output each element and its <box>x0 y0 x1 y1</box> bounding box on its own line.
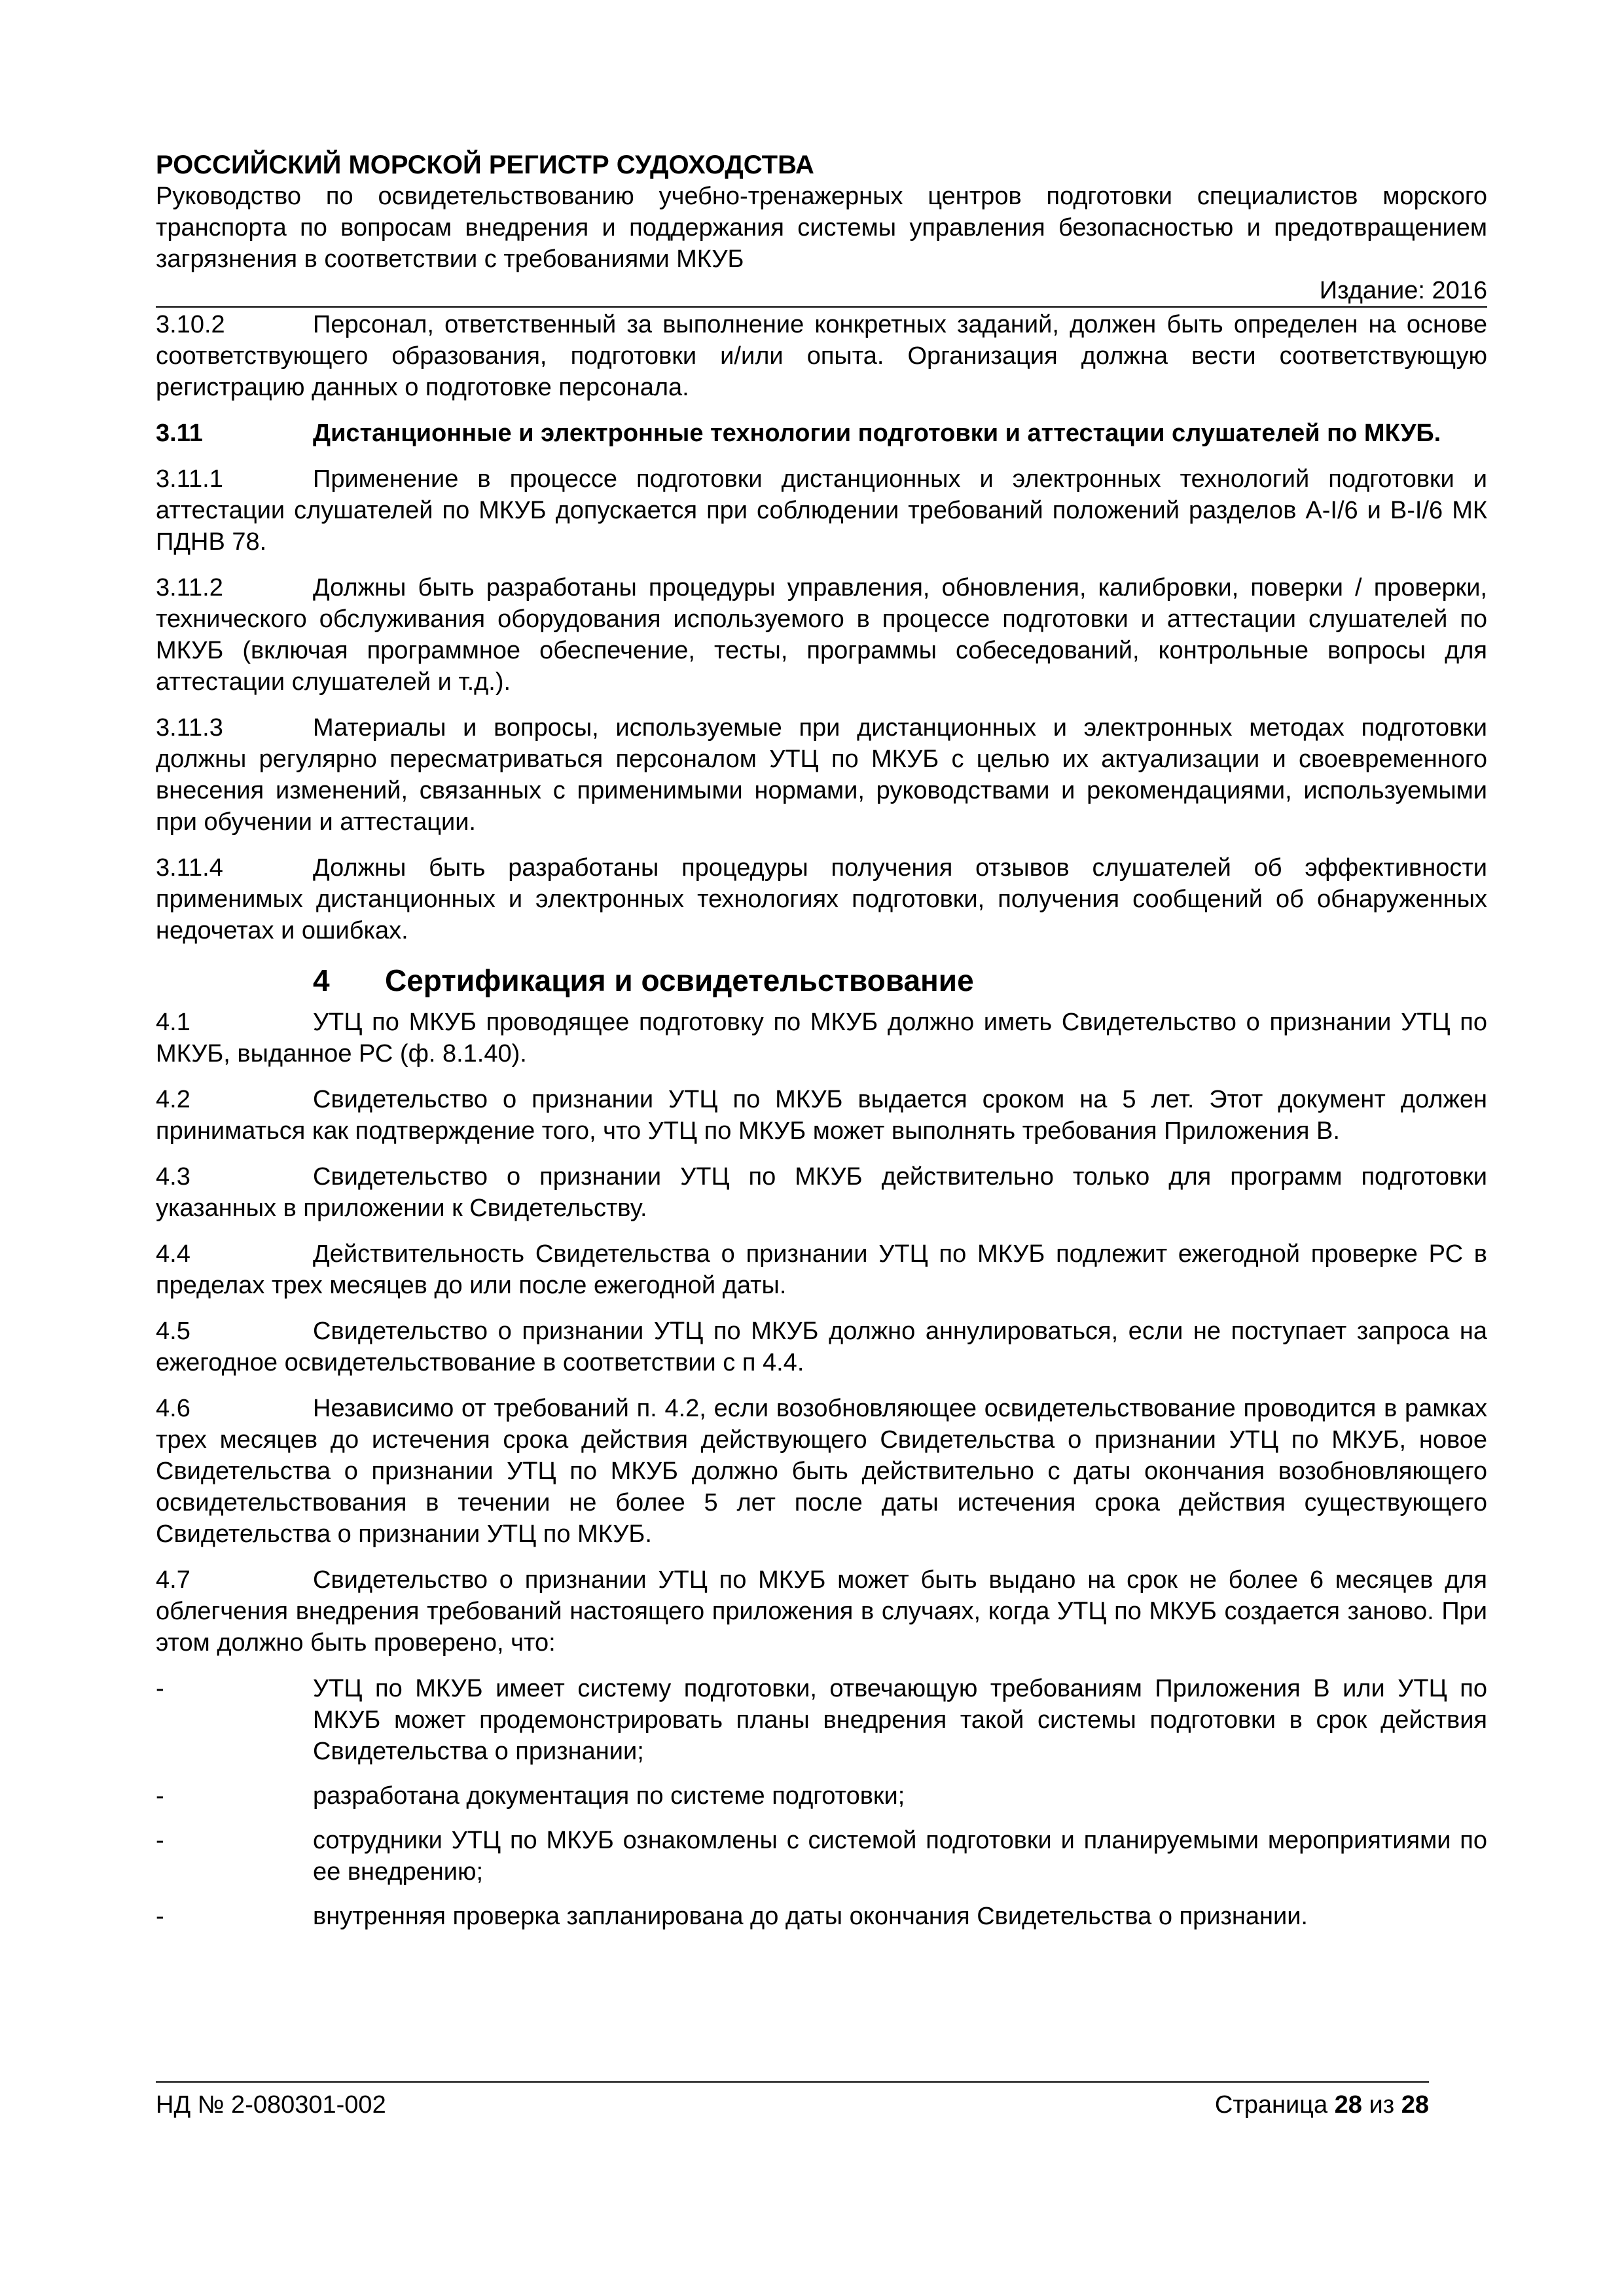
dash-marker: - <box>156 1675 164 1702</box>
list-item-text: сотрудники УТЦ по МКУБ ознакомлены с системой подготовки и планируемыми мероприятиями по ее внедрению; <box>313 1827 1487 1886</box>
page-total: 28 <box>1401 2091 1429 2119</box>
paragraph-4-4 <box>156 1238 1487 1301</box>
section-title: Дистанционные и электронные технологии подготовки и аттестации слушателей по МКУБ. <box>313 420 1441 447</box>
paragraph-text: Материалы и вопросы, используемые при дистанционных и электронных методах подготовки должны регулярно пересматриваться персоналом УТЦ по МКУБ с целью их актуализации и своевременного внесения изменений, связанных с применимыми нормами, руководствами и рекомендациями, используемыми при обучении и аттестации. <box>156 714 1487 836</box>
chapter-heading-4 <box>156 961 1487 1000</box>
paragraph-number: 4.7 <box>156 1566 190 1594</box>
page-footer <box>156 2081 1429 2119</box>
paragraph-3-11-4 <box>156 852 1487 946</box>
paragraph-text: Свидетельство о признании УТЦ по МКУБ может быть выдано на срок не более 6 месяцев для облегчения внедрения требований настоящего приложения в случаях, когда УТЦ по МКУБ создается заново. При этом должно быть проверено, что: <box>156 1566 1487 1657</box>
list-item <box>156 1901 1487 1932</box>
paragraph-text: Свидетельство о признании УТЦ по МКУБ действительно только для программ подготовки указанных в приложении к Свидетельству. <box>156 1163 1487 1222</box>
paragraph-text: Должны быть разработаны процедуры управления, обновления, калибровки, поверки / проверки, технического обслуживания оборудования используемого в процессе подготовки и аттестации слушателей по МКУБ (включая программное обеспечение, тесты, программы собеседований, контрольные вопросы для аттестации слушателей и т.д.). <box>156 574 1487 696</box>
paragraph-text: Применение в процессе подготовки дистанционных и электронных технологий подготовки и аттестации слушателей по МКУБ допускается при соблюдении требований положений разделов A-I/6 и B-I/6 МК ПДНВ 78. <box>156 465 1487 556</box>
paragraph-4-5 <box>156 1316 1487 1378</box>
paragraph-number: 4.4 <box>156 1240 190 1268</box>
list-item <box>156 1825 1487 1888</box>
page-label: Страница <box>1214 2091 1328 2119</box>
list-item <box>156 1780 1487 1812</box>
paragraph-text: УТЦ по МКУБ проводящее подготовку по МКУБ должно иметь Свидетельство о признании УТЦ по МКУБ, выданное РС (ф. 8.1.40). <box>156 1009 1487 1067</box>
paragraph-number: 4.5 <box>156 1318 190 1345</box>
paragraph-3-11-3 <box>156 712 1487 838</box>
paragraph-text: Свидетельство о признании УТЦ по МКУБ выдается сроком на 5 лет. Этот документ должен приниматься как подтверждение того, что УТЦ по МКУБ может выполнять требования Приложения В. <box>156 1086 1487 1145</box>
organization-name: РОССИЙСКИЙ МОРСКОЙ РЕГИСТР СУДОХОДСТВА <box>156 151 814 179</box>
chapter-number: 4 <box>313 963 330 997</box>
paragraph-number: 3.11.1 <box>156 465 223 493</box>
paragraph-3-11-1 <box>156 463 1487 558</box>
document-page <box>156 149 1487 1945</box>
paragraph-text: Должны быть разработаны процедуры получения отзывов слушателей об эффективности применимых дистанционных и электронных технологиях подготовки, получения сообщений об обнаруженных недочетах и ошибках. <box>156 854 1487 944</box>
dash-marker: - <box>156 1782 164 1810</box>
paragraph-number: 3.11.2 <box>156 574 223 601</box>
paragraph-number: 4.3 <box>156 1163 190 1191</box>
paragraph-number: 3.10.2 <box>156 311 225 338</box>
paragraph-number: 3.11.4 <box>156 854 223 882</box>
paragraph-number: 4.2 <box>156 1086 190 1113</box>
paragraph-4-7 <box>156 1564 1487 1659</box>
paragraph-text: Персонал, ответственный за выполнение конкретных заданий, должен быть определен на основе соответствующего образования, подготовки и/или опыта. Организация должна вести соответствующую регистрацию данных о подготовке персонала. <box>156 311 1487 401</box>
section-heading-3-11 <box>156 418 1487 449</box>
paragraph-number: 4.1 <box>156 1009 190 1036</box>
paragraph-number: 3.11.3 <box>156 714 223 742</box>
chapter-title: Сертификация и освидетельствование <box>385 963 974 997</box>
paragraph-number: 4.6 <box>156 1395 190 1422</box>
dash-marker: - <box>156 1827 164 1854</box>
section-number: 3.11 <box>156 420 203 447</box>
edition-label: Издание: 2016 <box>1319 277 1487 304</box>
header-divider <box>156 306 1487 308</box>
paragraph-4-3 <box>156 1161 1487 1224</box>
page-current: 28 <box>1334 2091 1362 2119</box>
paragraph-text: Действительность Свидетельства о признании УТЦ по МКУБ подлежит ежегодной проверке РС в пределах трех месяцев до или после ежегодной даты. <box>156 1240 1487 1299</box>
document-number: НД № 2-080301-002 <box>156 2091 386 2119</box>
paragraph-text: Свидетельство о признании УТЦ по МКУБ должно аннулироваться, если не поступает запроса на ежегодное освидетельствование в соответствии с п 4.4. <box>156 1318 1487 1376</box>
paragraph-text: Независимо от требований п. 4.2, если возобновляющее освидетельствование проводится в рамках трех месяцев до истечения срока действия действующего Свидетельства о признании УТЦ по МКУБ, новое Свидетельства о признании УТЦ по МКУБ должно быть действительно с даты окончания возобновляющего освидетельствования в течении не более 5 лет после даты истечения срока действия существующего Свидетельства о признании УТЦ по МКУБ. <box>156 1395 1487 1548</box>
paragraph-3-11-2 <box>156 572 1487 698</box>
document-title: Руководство по освидетельствованию учебно-тренажерных центров подготовки специалистов морского транспорта по вопросам внедрения и поддержания системы управления безопасностью и предотвращением загрязнения в соответствии с требованиями МКУБ <box>156 183 1487 273</box>
list-item-text: разработана документация по системе подготовки; <box>313 1782 905 1810</box>
list-item-text: УТЦ по МКУБ имеет систему подготовки, отвечающую требованиям Приложения В или УТЦ по МКУБ может продемонстрировать планы внедрения такой системы подготовки в срок действия Свидетельства о признании; <box>313 1675 1487 1765</box>
dash-marker: - <box>156 1903 164 1930</box>
page-of-label: из <box>1369 2091 1395 2119</box>
list-item-text: внутренняя проверка запланирована до даты окончания Свидетельства о признании. <box>313 1903 1308 1930</box>
list-item <box>156 1673 1487 1767</box>
paragraph-4-2 <box>156 1084 1487 1147</box>
paragraph-4-6 <box>156 1393 1487 1550</box>
paragraph-4-1 <box>156 1007 1487 1069</box>
paragraph-3-10-2 <box>156 309 1487 403</box>
page-counter <box>1215 2089 1429 2121</box>
